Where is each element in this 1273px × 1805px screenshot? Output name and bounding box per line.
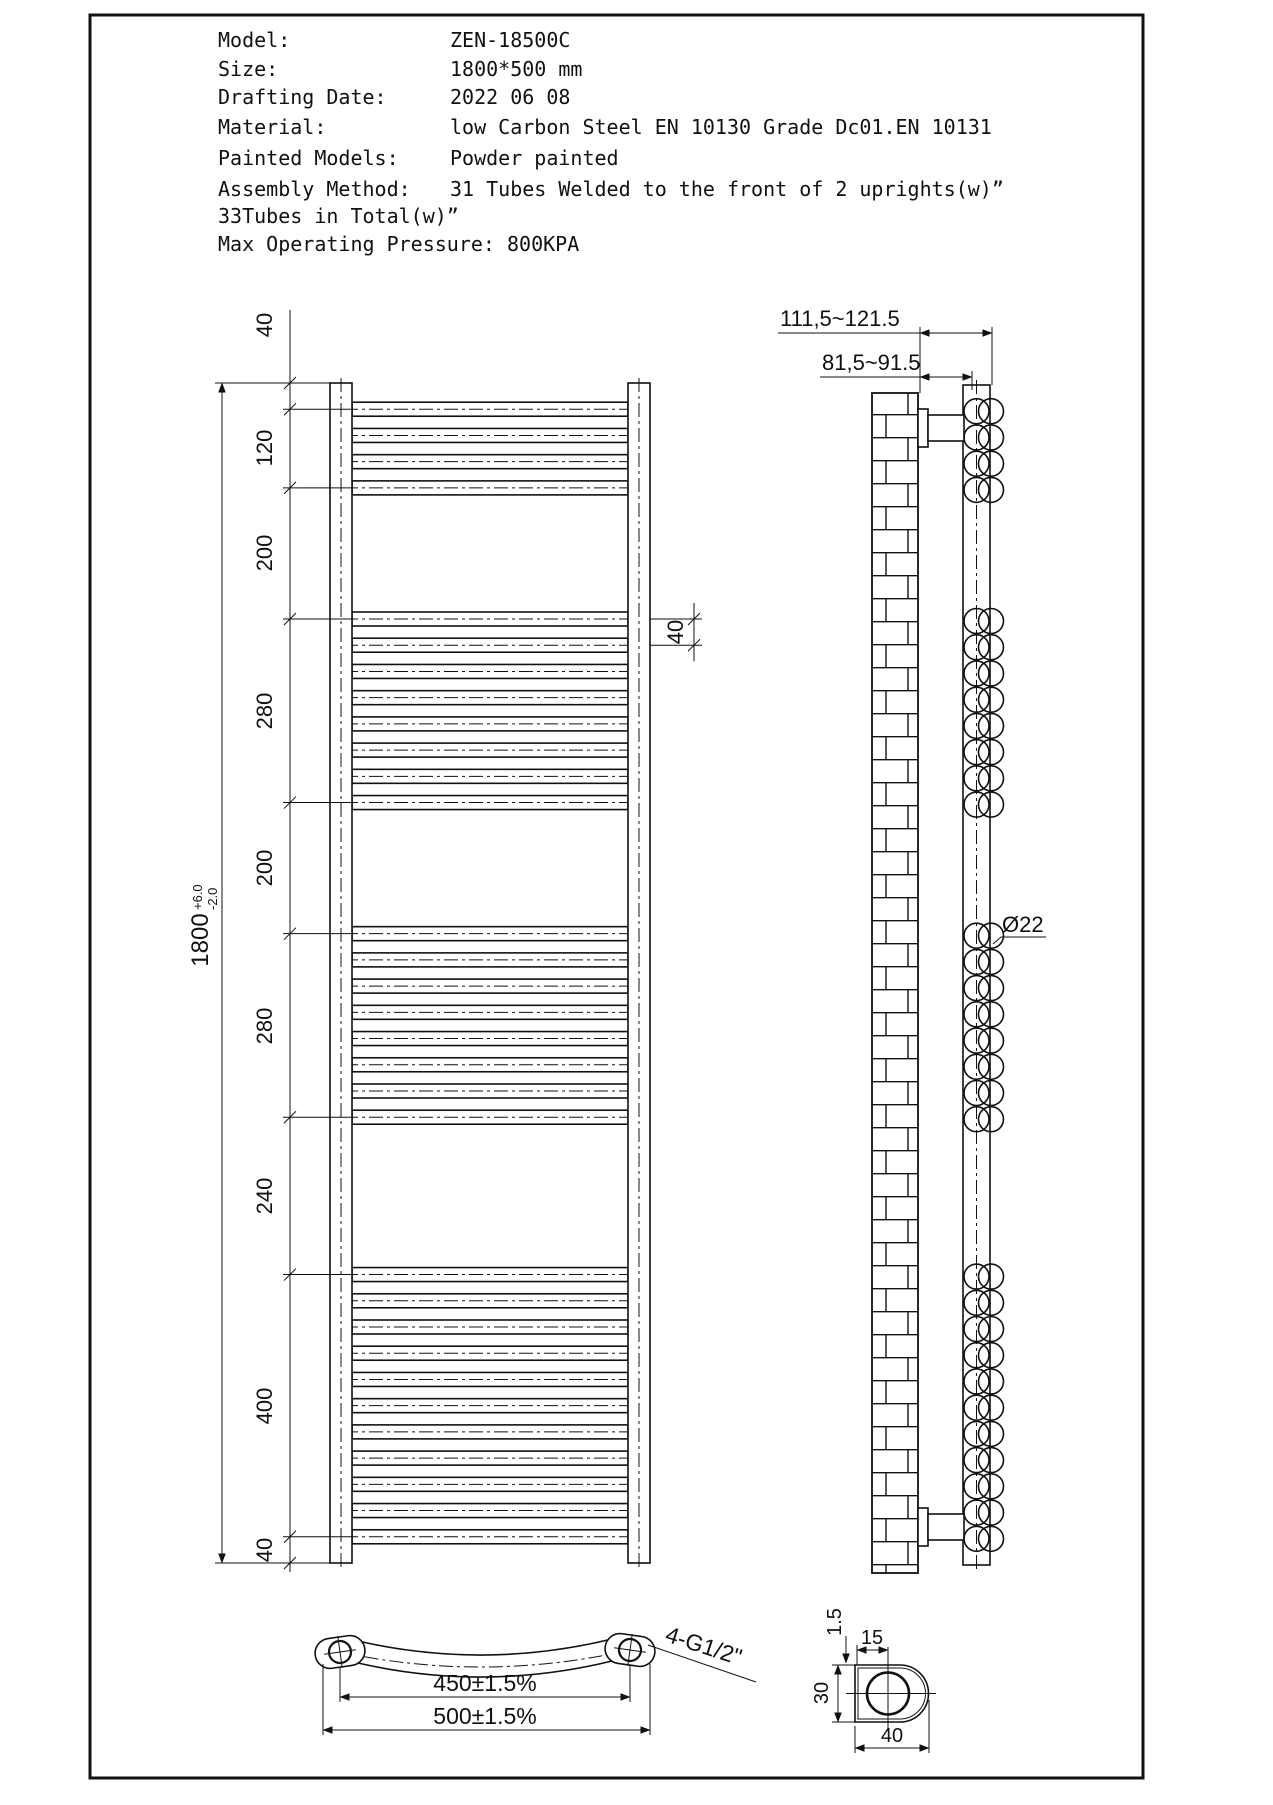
chain-dim-240: 240	[252, 1177, 277, 1215]
overall-dim-value: 1800	[187, 913, 214, 967]
chain-dim-280b: 280	[252, 1007, 277, 1045]
tube-diameter-label: Ø22	[1002, 912, 1044, 937]
overall-dim-label	[187, 884, 220, 966]
chain-dim-40-top: 40	[252, 312, 277, 338]
wall-section	[872, 393, 918, 1573]
chain-dim-200a: 200	[252, 534, 277, 572]
chain-dim-120: 120	[252, 429, 277, 467]
tubes-total-note: 33Tubes in Total(w)”	[218, 204, 459, 228]
tube-pitch-label: 40	[663, 619, 688, 645]
top-wall-bracket	[918, 409, 964, 447]
section-width-dim: 40	[880, 1725, 904, 1747]
date-value: 2022 06 08	[450, 85, 571, 109]
chain-dim-200b: 200	[252, 849, 277, 887]
assembly-value: 31 Tubes Welded to the front of 2 uprights(w)”	[450, 177, 1004, 201]
bottom-view-dimensions	[323, 1662, 650, 1735]
pressure-note: Max Operating Pressure: 800KPA	[218, 232, 580, 256]
material-label: Material:	[218, 115, 327, 139]
side-view	[778, 306, 1046, 1573]
overall-width-dim: 500±1.5%	[433, 1703, 537, 1729]
connection-thread-label: 4-G1/2"	[662, 1621, 746, 1671]
assembly-label: Assembly Method:	[218, 177, 411, 201]
title-block	[218, 28, 1004, 256]
size-label: Size:	[218, 57, 279, 81]
material-value: low Carbon Steel EN 10130 Grade Dc01.EN 10131	[450, 115, 992, 139]
curved-tube-centerline	[340, 1650, 630, 1667]
bottom-plan-view	[313, 1621, 756, 1735]
model-label: Model:	[218, 28, 291, 52]
front-tubes	[344, 402, 636, 1544]
chain-dim-400: 400	[252, 1387, 277, 1425]
curved-tube-top-edge	[358, 1639, 612, 1655]
tube-offset-dim: 15	[860, 1627, 884, 1649]
painted-value: Powder painted	[450, 146, 619, 170]
chain-dim-40-bottom: 40	[252, 1537, 277, 1563]
left-end-boss	[313, 1633, 367, 1672]
section-height-dim: 30	[811, 1681, 833, 1705]
front-view	[330, 378, 650, 1568]
date-label: Drafting Date:	[218, 85, 387, 109]
painted-label: Painted Models:	[218, 146, 399, 170]
upright-section-detail	[811, 1608, 936, 1753]
overall-dim-tol-minus: -2.0	[205, 887, 220, 910]
right-end-boss	[603, 1631, 657, 1670]
centers-dim: 450±1.5%	[433, 1670, 537, 1696]
size-value: 1800*500 mm	[450, 57, 583, 81]
wall-thickness-dim: 1.5	[824, 1608, 846, 1636]
bottom-wall-bracket	[918, 1508, 964, 1546]
wall-to-front-dim: 111,5~121.5	[780, 306, 900, 331]
model-value: ZEN-18500C	[450, 28, 571, 52]
wall-to-center-dim: 81,5~91.5	[822, 350, 921, 375]
overall-dim-tol-plus: +6.0	[190, 884, 205, 910]
chain-dim-280a: 280	[252, 692, 277, 730]
